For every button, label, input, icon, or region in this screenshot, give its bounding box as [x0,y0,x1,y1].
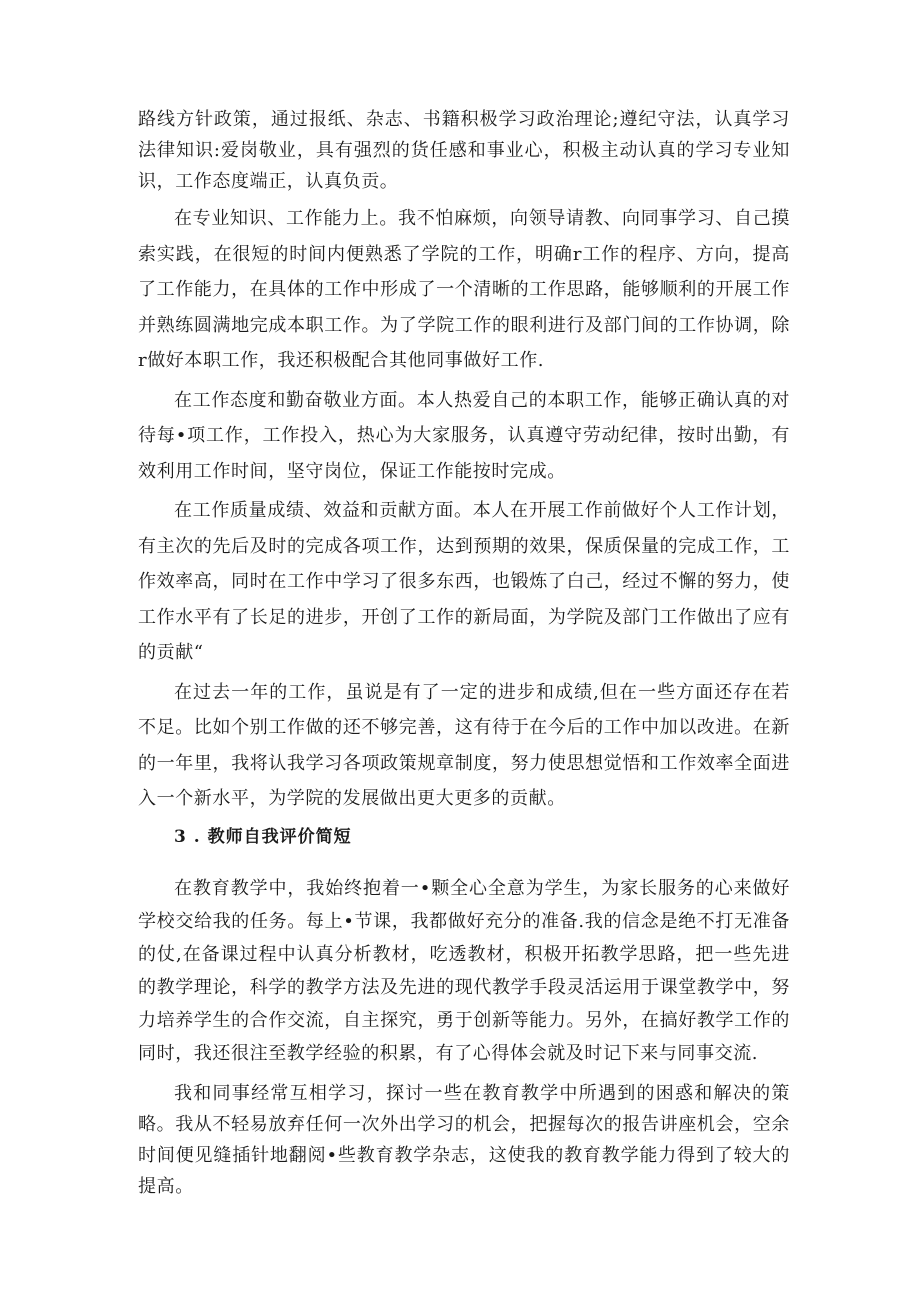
section-heading: 3 . 教师自我评价简短 [174,826,352,847]
paragraph-work-quality: 在工作质量成绩、效益和贡献方面。本人在开展工作前做好个人工作计划，有主次的先后及时的完成各项工作，达到预期的效果，保质保量的完成工作，工作效率高，同时在工作中学习了很多东西，也锻炼了白己，经过不懈的努力，使工作水平有了长足的进步，开创了工作的新局面，为学院及部门工作做出了应有的贡献“ [138,500,790,663]
paragraph-work-attitude: 在工作态度和勤奋敬业方面。本人热爱自己的本职工作，能够正确认真的对待每•项工作，工作投入，热心为大家服务，认真遵守劳动纪律，按时出勤，有效利用工作时间，坚守岗位，保证工作能按时完成。 [138,389,790,482]
paragraph-teaching: 在教育教学中，我始终抱着一•颗全心全意为学生，为家长服务的心来做好学校交给我的任务。每上•节课，我都做好充分的准备.我的信念是绝不打无准备的仗,在备课过程中认真分析教材，吃透教材，积极开拓教学思路，把一些先进的教学理论，科学的教学方法及先进的现代教学手段灵活运用于课堂教学中，努力培养学生的合作交流，自主探究，勇于创新等能力。另外，在搞好教学工作的同时，我还很注至教学经验的积累，有了心得体会就及时记下来与同事交流. [138,877,790,1064]
paragraph-past-year: 在过去一年的工作，虽说是有了一定的进步和成绩,但在一些方面还存在若不足。比如个别工作做的还不够完善，这有待于在今后的工作中加以改进。在新的一年里，我将认我学习各项政策规章制度，努力使思想觉悟和工作效率全面进入一个新水平，为学院的发展做出更大更多的贡献。 [138,681,790,809]
paragraph-colleagues: 我和同事经常互相学习，探讨一些在教育教学中所遇到的困惑和解决的策略。我从不轻易放弃任何一次外出学习的机会，把握每次的报告讲座机会，空余时间便见缝插针地翻阅•些教育教学杂志，这使我的教育教学能力得到了较大的提高。 [138,1082,790,1197]
document-page [138,104,790,1202]
paragraph-continued: 路线方针政策，通过报纸、杂志、书籍积极学习政治理论;遵纪守法，认真学习法律知识:爱岗敬业，具有强烈的货任感和事业心，积极主动认真的学习专业知识，工作态度端正，认真负贡。 [138,109,790,192]
paragraph-professional-skills: 在专业知识、工作能力上。我不怕麻烦，向领导请教、向同事学习、自己摸索实践，在很短的时间内便熟悉了学院的工作，明确r工作的程序、方向，提高了工作能力，在具体的工作中形成了一个清晰的工作思路，能够顺利的开展工作并熟练圆满地完成本职工作。为了学院工作的眼利进行及部门间的工作协调，除r做好本职工作，我还积极配合其他同事做好工作. [138,208,790,371]
